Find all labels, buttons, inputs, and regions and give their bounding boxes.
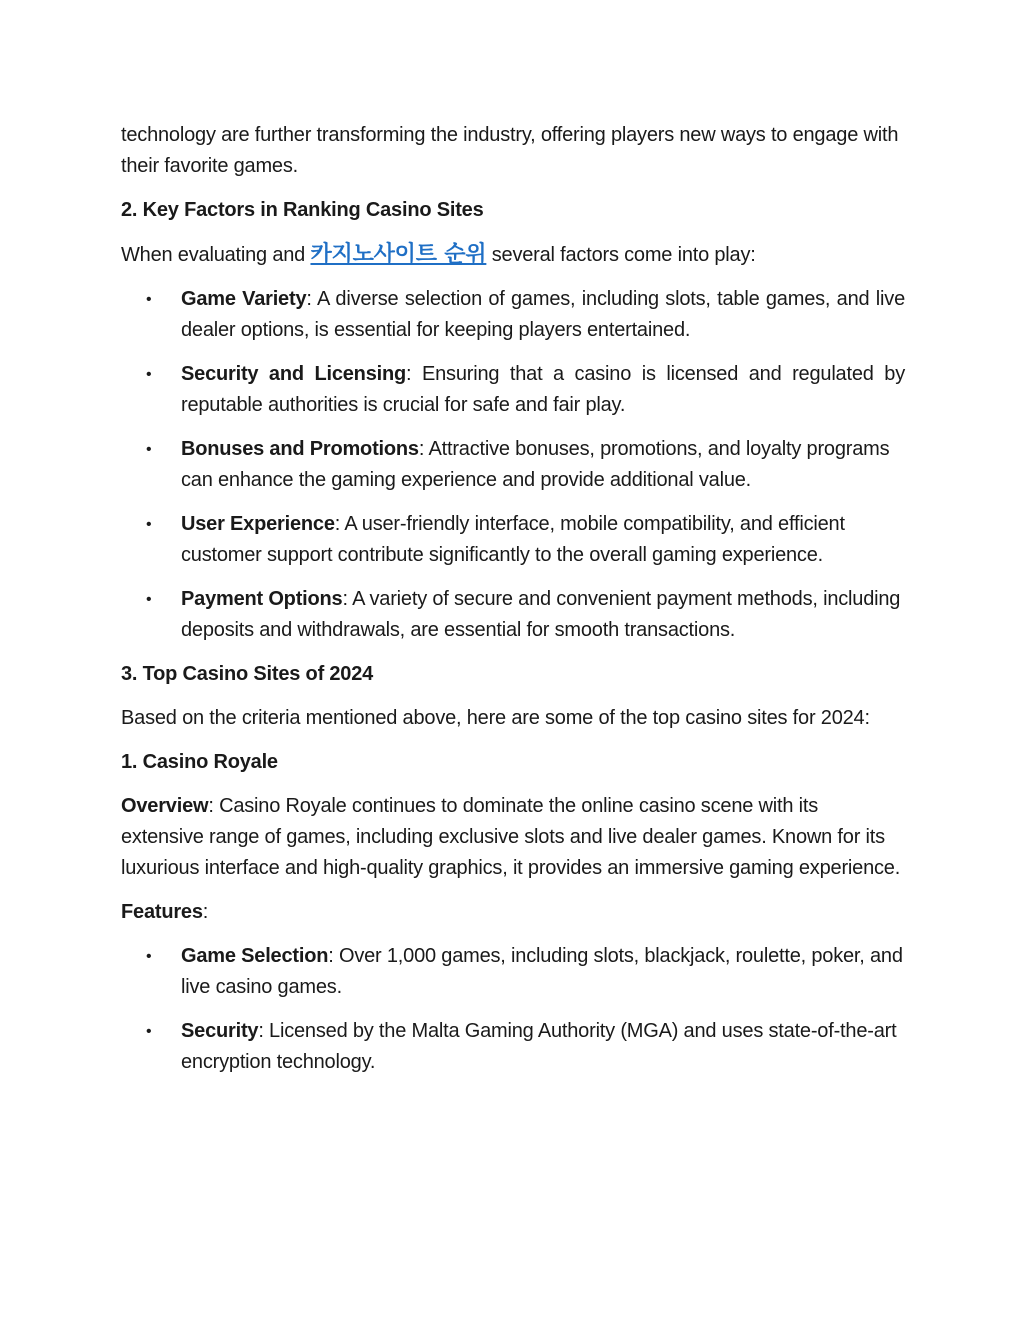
section-2-lead-before: When evaluating and [121,244,311,266]
list-item-text: : Over 1,000 games, including slots, blackjack, roulette, poker, and live casino games. [181,945,903,998]
list-item-term: Game Variety [181,288,307,310]
site-1-features-label [121,897,905,928]
features-colon: : [202,901,209,923]
intro-continuation: technology are further transforming the industry, offering players new ways to engage with their favorite games. [121,124,899,177]
list-item [121,941,905,1003]
list-item-term: Bonuses and Promotions [181,438,419,460]
list-item-text: : A diverse selection of games, including slots, table games, and live dealer options, is essential for keeping players entertained. [181,288,905,341]
key-factors-list [121,284,905,646]
bullet-icon: • [146,1023,152,1040]
section-3-lead: Based on the criteria mentioned above, here are some of the top casino sites for 2024: [121,707,870,729]
overview-label: Overview [121,795,209,817]
list-item-text: : Licensed by the Malta Gaming Authority (MGA) and uses state-of-the-art encryption technology. [181,1020,897,1073]
site-1-features-list [121,941,905,1078]
list-item [121,509,905,571]
bullet-icon: • [146,591,152,608]
document-page [121,120,905,1091]
section-2-heading: 2. Key Factors in Ranking Casino Sites [121,199,484,221]
list-item [121,284,905,346]
list-item-text: : Attractive bonuses, promotions, and loyalty programs can enhance the gaming experience and provide additional value. [181,438,890,491]
casino-ranking-link[interactable]: 카지노사이트 순위 [310,242,487,267]
list-item [121,1016,905,1078]
list-item-term: Security [181,1020,259,1042]
features-label: Features [121,901,203,923]
list-item-text: : A variety of secure and convenient payment methods, including deposits and withdrawals, are essential for smooth transactions. [181,588,901,641]
list-item-term: Game Selection [181,945,329,967]
bullet-icon: • [146,948,152,965]
bullet-icon: • [146,516,152,533]
overview-text: : Casino Royale continues to dominate the online casino scene with its extensive range of games, including exclusive slots and live dealer games. Known for its luxurious interface and high-quality graphics, it provides an immersive gaming experience. [121,795,901,879]
site-1-heading: 1. Casino Royale [121,751,278,773]
list-item [121,359,905,421]
bullet-icon: • [146,366,152,383]
bullet-icon: • [146,291,152,308]
section-2-lead-after: several factors come into play: [486,244,756,266]
list-item [121,584,905,646]
list-item-text: : Ensuring that a casino is licensed and regulated by reputable authorities is crucial for safe and fair play. [181,363,905,416]
section-2-lead [121,239,905,271]
list-item-term: Payment Options [181,588,343,610]
section-3-heading: 3. Top Casino Sites of 2024 [121,663,374,685]
list-item [121,434,905,496]
list-item-term: Security and Licensing [181,363,407,385]
site-1-overview [121,791,905,884]
list-item-term: User Experience [181,513,335,535]
bullet-icon: • [146,441,152,458]
list-item-text: : A user-friendly interface, mobile compatibility, and efficient customer support contribute significantly to the overall gaming experience. [181,513,845,566]
